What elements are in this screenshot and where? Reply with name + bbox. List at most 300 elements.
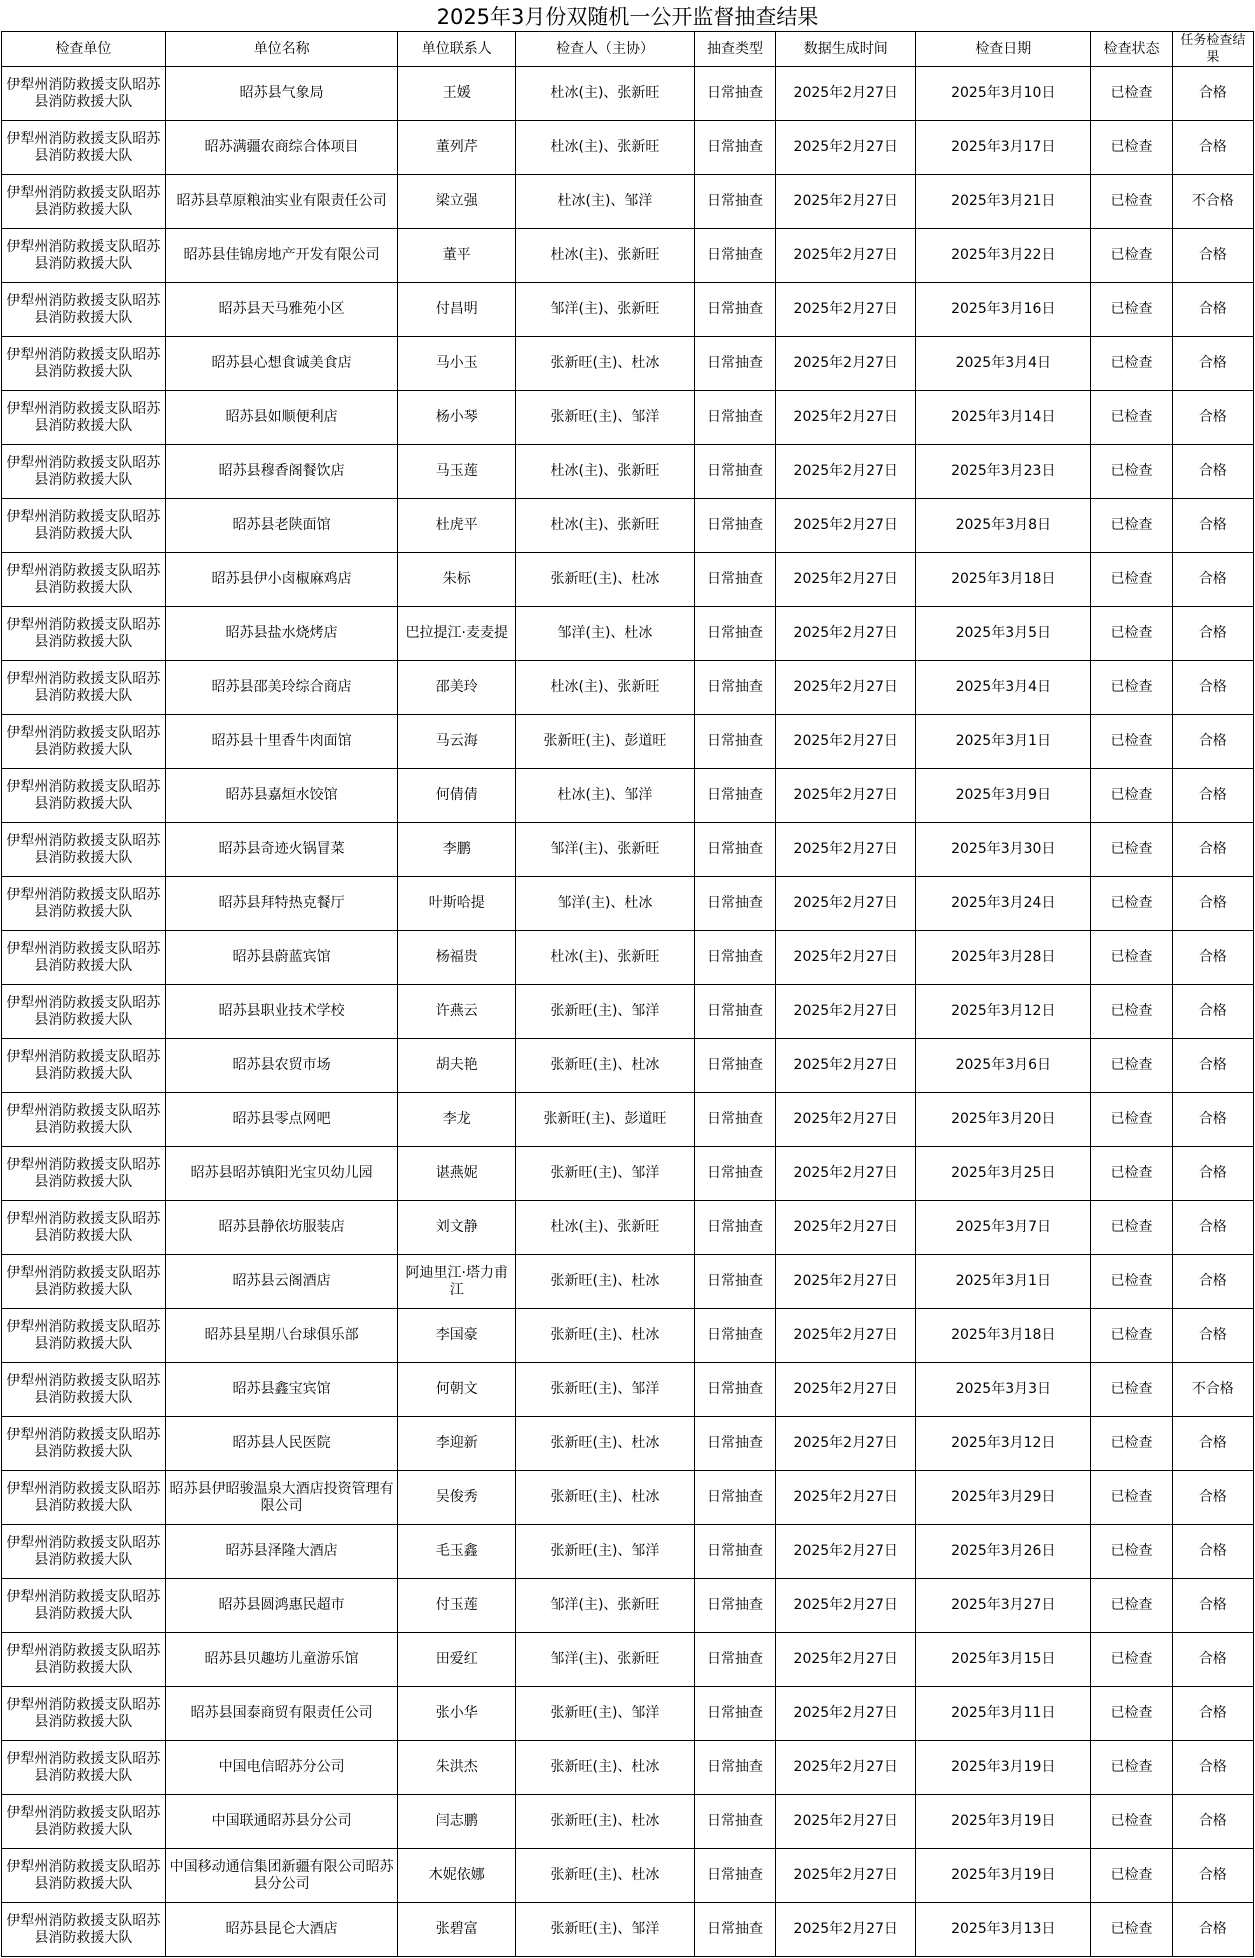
check-status-cell: 已检查 xyxy=(1091,1201,1172,1255)
inspecting-unit-cell: 伊犁州消防救援支队昭苏县消防救援大队 xyxy=(2,1309,166,1363)
check-type-cell: 日常抽查 xyxy=(694,1525,775,1579)
task-result-cell: 合格 xyxy=(1172,1633,1253,1687)
check-status-cell: 已检查 xyxy=(1091,769,1172,823)
check-status-cell: 已检查 xyxy=(1091,1903,1172,1957)
data-generated-cell: 2025年2月27日 xyxy=(776,1849,916,1903)
data-generated-cell: 2025年2月27日 xyxy=(776,1255,916,1309)
check-type-cell: 日常抽查 xyxy=(694,715,775,769)
check-status-cell: 已检查 xyxy=(1091,67,1172,121)
contact-cell: 董列芹 xyxy=(398,121,516,175)
check-status-cell: 已检查 xyxy=(1091,985,1172,1039)
inspecting-unit-cell: 伊犁州消防救援支队昭苏县消防救援大队 xyxy=(2,175,166,229)
check-status-cell: 已检查 xyxy=(1091,661,1172,715)
inspecting-unit-cell: 伊犁州消防救援支队昭苏县消防救援大队 xyxy=(2,769,166,823)
task-result-cell: 合格 xyxy=(1172,499,1253,553)
inspectors-cell: 张新旺(主)、杜冰 xyxy=(516,1255,695,1309)
data-generated-cell: 2025年2月27日 xyxy=(776,985,916,1039)
task-result-cell: 合格 xyxy=(1172,1255,1253,1309)
table-row xyxy=(2,553,1254,607)
check-type-cell: 日常抽查 xyxy=(694,985,775,1039)
task-result-cell: 合格 xyxy=(1172,877,1253,931)
check-date-cell: 2025年3月19日 xyxy=(916,1741,1091,1795)
check-type-cell: 日常抽查 xyxy=(694,1417,775,1471)
check-type-cell: 日常抽查 xyxy=(694,1849,775,1903)
task-result-cell: 合格 xyxy=(1172,229,1253,283)
check-type-cell: 日常抽查 xyxy=(694,67,775,121)
table-row xyxy=(2,1417,1254,1471)
header-check-status: 检查状态 xyxy=(1091,32,1172,67)
contact-cell: 马云海 xyxy=(398,715,516,769)
unit-name-cell: 昭苏县贝趣坊儿童游乐馆 xyxy=(165,1633,398,1687)
check-type-cell: 日常抽查 xyxy=(694,1363,775,1417)
table-row xyxy=(2,121,1254,175)
check-type-cell: 日常抽查 xyxy=(694,229,775,283)
contact-cell: 杨小琴 xyxy=(398,391,516,445)
data-generated-cell: 2025年2月27日 xyxy=(776,337,916,391)
inspectors-cell: 邹洋(主)、张新旺 xyxy=(516,1633,695,1687)
check-date-cell: 2025年3月19日 xyxy=(916,1849,1091,1903)
data-generated-cell: 2025年2月27日 xyxy=(776,1417,916,1471)
task-result-cell: 合格 xyxy=(1172,715,1253,769)
inspectors-cell: 杜冰(主)、张新旺 xyxy=(516,445,695,499)
inspecting-unit-cell: 伊犁州消防救援支队昭苏县消防救援大队 xyxy=(2,67,166,121)
table-row xyxy=(2,1579,1254,1633)
inspectors-cell: 张新旺(主)、邹洋 xyxy=(516,985,695,1039)
task-result-cell: 合格 xyxy=(1172,1147,1253,1201)
table-row xyxy=(2,985,1254,1039)
unit-name-cell: 昭苏县佳锦房地产开发有限公司 xyxy=(165,229,398,283)
unit-name-cell: 昭苏县气象局 xyxy=(165,67,398,121)
unit-name-cell: 昭苏县伊昭骏温泉大酒店投资管理有限公司 xyxy=(165,1471,398,1525)
check-type-cell: 日常抽查 xyxy=(694,445,775,499)
table-header-row xyxy=(2,32,1254,67)
unit-name-cell: 昭苏县盐水烧烤店 xyxy=(165,607,398,661)
contact-cell: 胡夫艳 xyxy=(398,1039,516,1093)
task-result-cell: 合格 xyxy=(1172,1309,1253,1363)
task-result-cell: 合格 xyxy=(1172,1741,1253,1795)
check-type-cell: 日常抽查 xyxy=(694,1903,775,1957)
table-row xyxy=(2,1633,1254,1687)
inspectors-cell: 张新旺(主)、邹洋 xyxy=(516,1903,695,1957)
contact-cell: 毛玉鑫 xyxy=(398,1525,516,1579)
header-task-result: 任务检查结果 xyxy=(1172,32,1253,67)
task-result-cell: 合格 xyxy=(1172,337,1253,391)
check-type-cell: 日常抽查 xyxy=(694,1633,775,1687)
check-type-cell: 日常抽查 xyxy=(694,1795,775,1849)
check-status-cell: 已检查 xyxy=(1091,1579,1172,1633)
data-generated-cell: 2025年2月27日 xyxy=(776,769,916,823)
check-type-cell: 日常抽查 xyxy=(694,661,775,715)
table-row xyxy=(2,769,1254,823)
table-row xyxy=(2,445,1254,499)
check-date-cell: 2025年3月22日 xyxy=(916,229,1091,283)
contact-cell: 付玉莲 xyxy=(398,1579,516,1633)
unit-name-cell: 昭苏县昆仑大酒店 xyxy=(165,1903,398,1957)
task-result-cell: 合格 xyxy=(1172,1039,1253,1093)
inspectors-cell: 张新旺(主)、杜冰 xyxy=(516,1309,695,1363)
contact-cell: 朱洪杰 xyxy=(398,1741,516,1795)
check-date-cell: 2025年3月18日 xyxy=(916,1309,1091,1363)
header-unit-name: 单位名称 xyxy=(165,32,398,67)
contact-cell: 木妮依娜 xyxy=(398,1849,516,1903)
check-type-cell: 日常抽查 xyxy=(694,1471,775,1525)
contact-cell: 何倩倩 xyxy=(398,769,516,823)
task-result-cell: 合格 xyxy=(1172,391,1253,445)
inspecting-unit-cell: 伊犁州消防救援支队昭苏县消防救援大队 xyxy=(2,553,166,607)
inspectors-cell: 张新旺(主)、彭道旺 xyxy=(516,715,695,769)
task-result-cell: 合格 xyxy=(1172,1201,1253,1255)
inspecting-unit-cell: 伊犁州消防救援支队昭苏县消防救援大队 xyxy=(2,931,166,985)
check-status-cell: 已检查 xyxy=(1091,445,1172,499)
check-status-cell: 已检查 xyxy=(1091,1525,1172,1579)
check-date-cell: 2025年3月26日 xyxy=(916,1525,1091,1579)
check-type-cell: 日常抽查 xyxy=(694,391,775,445)
check-date-cell: 2025年3月17日 xyxy=(916,121,1091,175)
inspecting-unit-cell: 伊犁州消防救援支队昭苏县消防救援大队 xyxy=(2,877,166,931)
inspecting-unit-cell: 伊犁州消防救援支队昭苏县消防救援大队 xyxy=(2,445,166,499)
check-date-cell: 2025年3月9日 xyxy=(916,769,1091,823)
inspectors-cell: 杜冰(主)、张新旺 xyxy=(516,121,695,175)
inspectors-cell: 张新旺(主)、杜冰 xyxy=(516,337,695,391)
inspectors-cell: 杜冰(主)、邹洋 xyxy=(516,769,695,823)
table-row xyxy=(2,1741,1254,1795)
table-row xyxy=(2,283,1254,337)
check-type-cell: 日常抽查 xyxy=(694,931,775,985)
task-result-cell: 合格 xyxy=(1172,1093,1253,1147)
check-date-cell: 2025年3月4日 xyxy=(916,661,1091,715)
table-row xyxy=(2,1903,1254,1957)
data-generated-cell: 2025年2月27日 xyxy=(776,1687,916,1741)
check-date-cell: 2025年3月20日 xyxy=(916,1093,1091,1147)
check-type-cell: 日常抽查 xyxy=(694,1093,775,1147)
task-result-cell: 合格 xyxy=(1172,283,1253,337)
task-result-cell: 合格 xyxy=(1172,1687,1253,1741)
task-result-cell: 合格 xyxy=(1172,931,1253,985)
data-generated-cell: 2025年2月27日 xyxy=(776,1309,916,1363)
table-row xyxy=(2,1687,1254,1741)
data-generated-cell: 2025年2月27日 xyxy=(776,931,916,985)
contact-cell: 王媛 xyxy=(398,67,516,121)
check-type-cell: 日常抽查 xyxy=(694,1201,775,1255)
inspecting-unit-cell: 伊犁州消防救援支队昭苏县消防救援大队 xyxy=(2,1147,166,1201)
task-result-cell: 合格 xyxy=(1172,1471,1253,1525)
table-row xyxy=(2,175,1254,229)
check-type-cell: 日常抽查 xyxy=(694,769,775,823)
check-type-cell: 日常抽查 xyxy=(694,607,775,661)
header-check-date: 检查日期 xyxy=(916,32,1091,67)
task-result-cell: 合格 xyxy=(1172,1795,1253,1849)
unit-name-cell: 昭苏县云阁酒店 xyxy=(165,1255,398,1309)
table-row xyxy=(2,1309,1254,1363)
page-title: 2025年3月份双随机一公开监督抽查结果 xyxy=(436,5,819,29)
contact-cell: 田爱红 xyxy=(398,1633,516,1687)
check-date-cell: 2025年3月21日 xyxy=(916,175,1091,229)
unit-name-cell: 昭苏县国泰商贸有限责任公司 xyxy=(165,1687,398,1741)
check-status-cell: 已检查 xyxy=(1091,391,1172,445)
check-status-cell: 已检查 xyxy=(1091,1741,1172,1795)
check-type-cell: 日常抽查 xyxy=(694,823,775,877)
data-generated-cell: 2025年2月27日 xyxy=(776,391,916,445)
task-result-cell: 不合格 xyxy=(1172,175,1253,229)
data-generated-cell: 2025年2月27日 xyxy=(776,553,916,607)
table-row xyxy=(2,877,1254,931)
data-generated-cell: 2025年2月27日 xyxy=(776,1795,916,1849)
data-generated-cell: 2025年2月27日 xyxy=(776,715,916,769)
check-status-cell: 已检查 xyxy=(1091,715,1172,769)
unit-name-cell: 中国联通昭苏县分公司 xyxy=(165,1795,398,1849)
check-date-cell: 2025年3月6日 xyxy=(916,1039,1091,1093)
table-row xyxy=(2,1039,1254,1093)
data-generated-cell: 2025年2月27日 xyxy=(776,1363,916,1417)
contact-cell: 梁立强 xyxy=(398,175,516,229)
inspecting-unit-cell: 伊犁州消防救援支队昭苏县消防救援大队 xyxy=(2,391,166,445)
unit-name-cell: 昭苏县静依坊服装店 xyxy=(165,1201,398,1255)
check-status-cell: 已检查 xyxy=(1091,553,1172,607)
inspectors-cell: 邹洋(主)、张新旺 xyxy=(516,1579,695,1633)
task-result-cell: 合格 xyxy=(1172,1849,1253,1903)
data-generated-cell: 2025年2月27日 xyxy=(776,121,916,175)
task-result-cell: 合格 xyxy=(1172,1525,1253,1579)
check-date-cell: 2025年3月12日 xyxy=(916,1417,1091,1471)
inspecting-unit-cell: 伊犁州消防救援支队昭苏县消防救援大队 xyxy=(2,1363,166,1417)
inspecting-unit-cell: 伊犁州消防救援支队昭苏县消防救援大队 xyxy=(2,1039,166,1093)
inspectors-cell: 杜冰(主)、张新旺 xyxy=(516,67,695,121)
inspectors-cell: 张新旺(主)、邹洋 xyxy=(516,391,695,445)
inspecting-unit-cell: 伊犁州消防救援支队昭苏县消防救援大队 xyxy=(2,1795,166,1849)
table-row xyxy=(2,1093,1254,1147)
check-date-cell: 2025年3月10日 xyxy=(916,67,1091,121)
task-result-cell: 合格 xyxy=(1172,121,1253,175)
check-date-cell: 2025年3月13日 xyxy=(916,1903,1091,1957)
check-type-cell: 日常抽查 xyxy=(694,283,775,337)
inspecting-unit-cell: 伊犁州消防救援支队昭苏县消防救援大队 xyxy=(2,1201,166,1255)
check-status-cell: 已检查 xyxy=(1091,1687,1172,1741)
task-result-cell: 合格 xyxy=(1172,445,1253,499)
data-generated-cell: 2025年2月27日 xyxy=(776,1579,916,1633)
unit-name-cell: 昭苏县职业技术学校 xyxy=(165,985,398,1039)
check-date-cell: 2025年3月23日 xyxy=(916,445,1091,499)
check-status-cell: 已检查 xyxy=(1091,877,1172,931)
inspecting-unit-cell: 伊犁州消防救援支队昭苏县消防救援大队 xyxy=(2,121,166,175)
contact-cell: 杜虎平 xyxy=(398,499,516,553)
inspectors-cell: 张新旺(主)、邹洋 xyxy=(516,1147,695,1201)
inspecting-unit-cell: 伊犁州消防救援支队昭苏县消防救援大队 xyxy=(2,229,166,283)
data-generated-cell: 2025年2月27日 xyxy=(776,661,916,715)
check-status-cell: 已检查 xyxy=(1091,1039,1172,1093)
unit-name-cell: 昭苏县心想食诚美食店 xyxy=(165,337,398,391)
table-row xyxy=(2,1201,1254,1255)
task-result-cell: 合格 xyxy=(1172,1903,1253,1957)
data-generated-cell: 2025年2月27日 xyxy=(776,499,916,553)
data-generated-cell: 2025年2月27日 xyxy=(776,1039,916,1093)
contact-cell: 李国豪 xyxy=(398,1309,516,1363)
header-inspecting-unit: 检查单位 xyxy=(2,32,166,67)
inspectors-cell: 张新旺(主)、杜冰 xyxy=(516,1849,695,1903)
contact-cell: 叶斯哈提 xyxy=(398,877,516,931)
check-date-cell: 2025年3月12日 xyxy=(916,985,1091,1039)
contact-cell: 张碧富 xyxy=(398,1903,516,1957)
inspectors-cell: 杜冰(主)、张新旺 xyxy=(516,499,695,553)
table-row xyxy=(2,1471,1254,1525)
unit-name-cell: 昭苏县人民医院 xyxy=(165,1417,398,1471)
contact-cell: 马小玉 xyxy=(398,337,516,391)
inspecting-unit-cell: 伊犁州消防救援支队昭苏县消防救援大队 xyxy=(2,1255,166,1309)
check-date-cell: 2025年3月8日 xyxy=(916,499,1091,553)
contact-cell: 董平 xyxy=(398,229,516,283)
check-status-cell: 已检查 xyxy=(1091,1363,1172,1417)
table-row xyxy=(2,1363,1254,1417)
contact-cell: 吴俊秀 xyxy=(398,1471,516,1525)
check-status-cell: 已检查 xyxy=(1091,1309,1172,1363)
check-status-cell: 已检查 xyxy=(1091,1633,1172,1687)
inspecting-unit-cell: 伊犁州消防救援支队昭苏县消防救援大队 xyxy=(2,499,166,553)
check-status-cell: 已检查 xyxy=(1091,121,1172,175)
inspectors-cell: 张新旺(主)、杜冰 xyxy=(516,553,695,607)
check-type-cell: 日常抽查 xyxy=(694,553,775,607)
inspecting-unit-cell: 伊犁州消防救援支队昭苏县消防救援大队 xyxy=(2,1903,166,1957)
table-row xyxy=(2,67,1254,121)
inspectors-cell: 杜冰(主)、张新旺 xyxy=(516,229,695,283)
check-date-cell: 2025年3月25日 xyxy=(916,1147,1091,1201)
check-type-cell: 日常抽查 xyxy=(694,121,775,175)
inspectors-cell: 张新旺(主)、彭道旺 xyxy=(516,1093,695,1147)
check-date-cell: 2025年3月4日 xyxy=(916,337,1091,391)
check-type-cell: 日常抽查 xyxy=(694,1255,775,1309)
inspecting-unit-cell: 伊犁州消防救援支队昭苏县消防救援大队 xyxy=(2,715,166,769)
task-result-cell: 不合格 xyxy=(1172,1363,1253,1417)
unit-name-cell: 昭苏县如顺便利店 xyxy=(165,391,398,445)
inspectors-cell: 张新旺(主)、杜冰 xyxy=(516,1039,695,1093)
data-generated-cell: 2025年2月27日 xyxy=(776,1201,916,1255)
inspecting-unit-cell: 伊犁州消防救援支队昭苏县消防救援大队 xyxy=(2,607,166,661)
contact-cell: 马玉莲 xyxy=(398,445,516,499)
inspectors-cell: 邹洋(主)、杜冰 xyxy=(516,607,695,661)
unit-name-cell: 昭苏县嘉烜水饺馆 xyxy=(165,769,398,823)
contact-cell: 巴拉提江·麦麦提 xyxy=(398,607,516,661)
check-status-cell: 已检查 xyxy=(1091,1255,1172,1309)
check-date-cell: 2025年3月29日 xyxy=(916,1471,1091,1525)
task-result-cell: 合格 xyxy=(1172,553,1253,607)
header-data-generated: 数据生成时间 xyxy=(776,32,916,67)
header-inspectors: 检查人（主协） xyxy=(516,32,695,67)
check-date-cell: 2025年3月3日 xyxy=(916,1363,1091,1417)
table-row xyxy=(2,1525,1254,1579)
inspecting-unit-cell: 伊犁州消防救援支队昭苏县消防救援大队 xyxy=(2,661,166,715)
inspecting-unit-cell: 伊犁州消防救援支队昭苏县消防救援大队 xyxy=(2,1093,166,1147)
task-result-cell: 合格 xyxy=(1172,607,1253,661)
table-row xyxy=(2,931,1254,985)
check-type-cell: 日常抽查 xyxy=(694,499,775,553)
check-status-cell: 已检查 xyxy=(1091,1849,1172,1903)
unit-name-cell: 昭苏县草原粮油实业有限责任公司 xyxy=(165,175,398,229)
check-type-cell: 日常抽查 xyxy=(694,877,775,931)
inspecting-unit-cell: 伊犁州消防救援支队昭苏县消防救援大队 xyxy=(2,985,166,1039)
contact-cell: 李鹏 xyxy=(398,823,516,877)
contact-cell: 付昌明 xyxy=(398,283,516,337)
data-generated-cell: 2025年2月27日 xyxy=(776,607,916,661)
check-date-cell: 2025年3月11日 xyxy=(916,1687,1091,1741)
task-result-cell: 合格 xyxy=(1172,67,1253,121)
unit-name-cell: 昭苏县奇迹火锅冒菜 xyxy=(165,823,398,877)
check-status-cell: 已检查 xyxy=(1091,823,1172,877)
inspectors-cell: 邹洋(主)、张新旺 xyxy=(516,823,695,877)
table-row xyxy=(2,1255,1254,1309)
inspecting-unit-cell: 伊犁州消防救援支队昭苏县消防救援大队 xyxy=(2,1741,166,1795)
data-generated-cell: 2025年2月27日 xyxy=(776,877,916,931)
check-status-cell: 已检查 xyxy=(1091,931,1172,985)
data-generated-cell: 2025年2月27日 xyxy=(776,1471,916,1525)
check-type-cell: 日常抽查 xyxy=(694,1687,775,1741)
check-type-cell: 日常抽查 xyxy=(694,175,775,229)
check-status-cell: 已检查 xyxy=(1091,283,1172,337)
unit-name-cell: 昭苏县拜特热克餐厅 xyxy=(165,877,398,931)
data-generated-cell: 2025年2月27日 xyxy=(776,229,916,283)
check-type-cell: 日常抽查 xyxy=(694,1147,775,1201)
check-type-cell: 日常抽查 xyxy=(694,1741,775,1795)
unit-name-cell: 昭苏县泽隆大酒店 xyxy=(165,1525,398,1579)
unit-name-cell: 昭苏县十里香牛肉面馆 xyxy=(165,715,398,769)
unit-name-cell: 昭苏满疆农商综合体项目 xyxy=(165,121,398,175)
inspectors-cell: 张新旺(主)、邹洋 xyxy=(516,1687,695,1741)
unit-name-cell: 中国移动通信集团新疆有限公司昭苏县分公司 xyxy=(165,1849,398,1903)
check-status-cell: 已检查 xyxy=(1091,1471,1172,1525)
header-contact: 单位联系人 xyxy=(398,32,516,67)
contact-cell: 谌燕妮 xyxy=(398,1147,516,1201)
unit-name-cell: 昭苏县农贸市场 xyxy=(165,1039,398,1093)
check-status-cell: 已检查 xyxy=(1091,1417,1172,1471)
check-date-cell: 2025年3月27日 xyxy=(916,1579,1091,1633)
check-status-cell: 已检查 xyxy=(1091,337,1172,391)
contact-cell: 何朝文 xyxy=(398,1363,516,1417)
data-generated-cell: 2025年2月27日 xyxy=(776,445,916,499)
data-generated-cell: 2025年2月27日 xyxy=(776,823,916,877)
inspecting-unit-cell: 伊犁州消防救援支队昭苏县消防救援大队 xyxy=(2,1633,166,1687)
inspecting-unit-cell: 伊犁州消防救援支队昭苏县消防救援大队 xyxy=(2,1579,166,1633)
inspectors-cell: 张新旺(主)、邹洋 xyxy=(516,1363,695,1417)
check-status-cell: 已检查 xyxy=(1091,499,1172,553)
data-generated-cell: 2025年2月27日 xyxy=(776,1741,916,1795)
unit-name-cell: 昭苏县零点网吧 xyxy=(165,1093,398,1147)
check-type-cell: 日常抽查 xyxy=(694,1579,775,1633)
table-row xyxy=(2,1795,1254,1849)
inspecting-unit-cell: 伊犁州消防救援支队昭苏县消防救援大队 xyxy=(2,1417,166,1471)
check-date-cell: 2025年3月1日 xyxy=(916,715,1091,769)
contact-cell: 邵美玲 xyxy=(398,661,516,715)
inspecting-unit-cell: 伊犁州消防救援支队昭苏县消防救援大队 xyxy=(2,1849,166,1903)
contact-cell: 杨福贵 xyxy=(398,931,516,985)
check-type-cell: 日常抽查 xyxy=(694,1309,775,1363)
inspectors-cell: 张新旺(主)、邹洋 xyxy=(516,1525,695,1579)
contact-cell: 李迎新 xyxy=(398,1417,516,1471)
check-date-cell: 2025年3月14日 xyxy=(916,391,1091,445)
check-status-cell: 已检查 xyxy=(1091,607,1172,661)
inspecting-unit-cell: 伊犁州消防救援支队昭苏县消防救援大队 xyxy=(2,823,166,877)
check-type-cell: 日常抽查 xyxy=(694,1039,775,1093)
check-date-cell: 2025年3月24日 xyxy=(916,877,1091,931)
contact-cell: 阿迪里江·塔力甫江 xyxy=(398,1255,516,1309)
unit-name-cell: 昭苏县邵美玲综合商店 xyxy=(165,661,398,715)
inspectors-cell: 杜冰(主)、张新旺 xyxy=(516,661,695,715)
data-generated-cell: 2025年2月27日 xyxy=(776,1633,916,1687)
unit-name-cell: 昭苏县穆香阁餐饮店 xyxy=(165,445,398,499)
inspectors-cell: 杜冰(主)、张新旺 xyxy=(516,931,695,985)
contact-cell: 闫志鹏 xyxy=(398,1795,516,1849)
results-table xyxy=(1,31,1254,1957)
table-row xyxy=(2,607,1254,661)
check-date-cell: 2025年3月5日 xyxy=(916,607,1091,661)
inspectors-cell: 杜冰(主)、邹洋 xyxy=(516,175,695,229)
check-date-cell: 2025年3月18日 xyxy=(916,553,1091,607)
